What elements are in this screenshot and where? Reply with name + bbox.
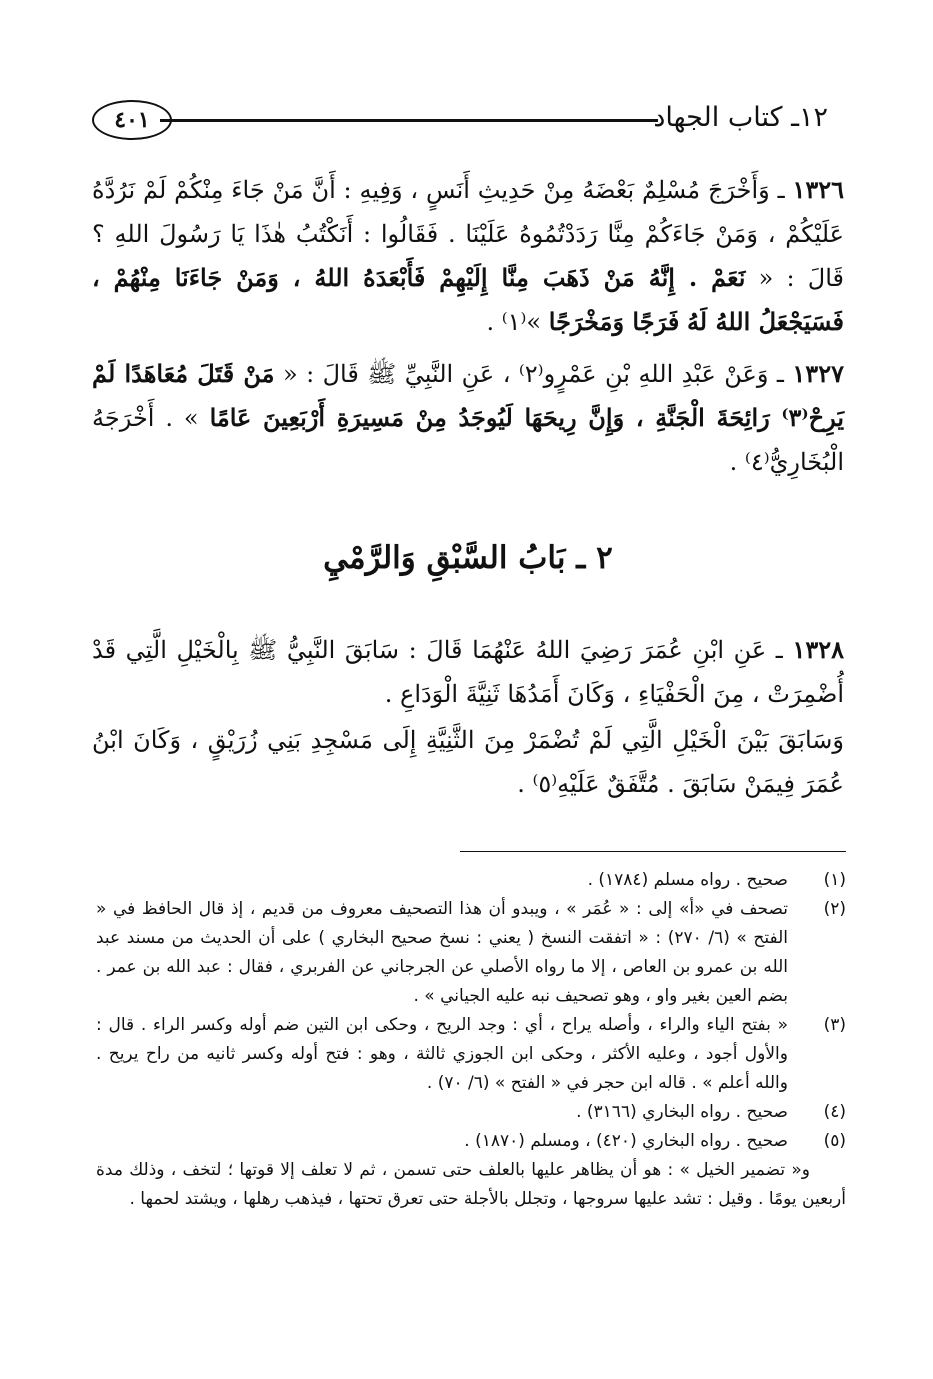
footnote-number: (٤) [823, 1102, 846, 1122]
footnote-item [96, 1127, 846, 1156]
footnote-text: صحيح . رواه مسلم (١٧٨٤) . [587, 870, 788, 890]
hadith-text-a: ـ وَعَنْ عَبْدِ اللهِ بْنِ عَمْرٍو⁽٢⁾ ، عَنِ النَّبِيِّ ﷺ قَالَ : « [282, 360, 784, 388]
footnote-note: و« تضمير الخيل » : هو أن يظاهر عليها بالعلف حتى تسمن ، ثم لا تعلف إلا قوتها ؛ لتخف ، وذلك مدة أربعين يومًا . وقيل : تشد عليها سروجها ، وتجلل بالأجلة حتى تعرق تحتها ، فيذهب رهلها ، ويشتد لحمها . [96, 1160, 846, 1209]
hadith-text-line1: ـ وَأَخْرَجَ مُسْلِمٌ بَعْضَهُ مِنْ حَدِيثِ أَنَسٍ ، وَفِيهِ : أَنَّ مَنْ جَاءَ مِنْكُمْ لَمْ [143, 176, 785, 204]
footnote-item [96, 1098, 846, 1127]
hadith-text-b: » . أَخْرَجَهُ الْبُخَارِيُّ⁽٤⁾ . [92, 404, 844, 476]
footnote-number: (١) [823, 870, 846, 890]
footnote-text: صحيح . رواه البخاري (٤٢٠) ، ومسلم (١٨٧٠) . [464, 1131, 788, 1151]
footnotes [96, 866, 846, 1214]
hadith-1327 [92, 352, 844, 484]
hadith-1326 [92, 168, 844, 344]
footnote-item [96, 1011, 846, 1098]
hadith-text-line2: نَرُدَّهُ عَلَيْكُمْ ، وَمَنْ جَاءَكُمْ مِنَّا رَدَدْتُمُوهُ عَلَيْنَا . فَقَالُوا : أَنَكْتُبُ هٰذَا يَا رَسُولَ اللهِ ؟ [92, 176, 844, 248]
hadith-quote-end: فَرَجًا وَمَخْرَجًا [548, 307, 680, 336]
footnote-number: (٥) [823, 1131, 846, 1151]
footnote-item [96, 866, 846, 895]
hadith-text-a: ـ عَنِ ابْنِ عُمَرَ رَضِيَ اللهُ عَنْهُمَا قَالَ : سَابَقَ النَّبِيُّ ﷺ بِالْخَيْلِ الَّتِي قَدْ أُضْمِرَتْ ، مِنَ الْحَفْيَاءِ ، وَكَانَ أَمَدُهَا ثَنِيَّةَ الْوَدَاعِ . [92, 636, 844, 708]
hadith-number: ١٣٢٨ [792, 635, 844, 664]
hadith-text-b: وَسَابَقَ بَيْنَ الْخَيْلِ الَّتِي لَمْ تُضْمَرْ مِنَ الثَّنِيَّةِ إِلَى مَسْجِدِ بَنِي زُرَيْقٍ ، وَكَانَ ابْنُ عُمَرَ فِيمَنْ سَابَقَ . مُتَّفَقٌ عَلَيْهِ⁽٥⁾ . [92, 726, 844, 798]
hadith-quote: نَعَمْ . إِنَّهُ مَنْ ذَهَبَ مِنَّا إِلَيْهِمْ فَأَبْعَدَهُ اللهُ ، وَمَنْ جَاءَنَا مِنْهُمْ ، فَسَيَجْعَلُ اللهُ لَهُ [92, 263, 844, 336]
footnote-item [96, 895, 846, 1011]
footnote-number: (٢) [823, 899, 846, 919]
hadith-number: ١٣٢٧ [792, 359, 844, 388]
hadith-1328 [92, 628, 844, 716]
header-rule [160, 119, 658, 122]
hadith-text-line3-prefix: قَالَ : « [758, 264, 845, 292]
footnote-text: صحيح . رواه البخاري (٣١٦٦) . [576, 1102, 788, 1122]
hadith-number: ١٣٢٦ [792, 175, 845, 204]
page-number-text: ٤٠١ [114, 107, 150, 133]
footnote-divider [460, 851, 846, 852]
page-header [88, 96, 848, 156]
hadith-1328-continued [92, 718, 844, 806]
hadith-text-line4-suffix: »⁽١⁾ . [486, 308, 542, 336]
chapter-title: ١٢ـ كتاب الجهاد [653, 102, 828, 133]
footnote-number: (٣) [823, 1015, 846, 1035]
footnote-text: تصحف في «أ» إلى : « عُمَر » ، ويبدو أن هذا التصحيف معروف من قديم ، إذ قال الحافظ في « الفتح » (٦/ ٢٧٠) : « اتفقت النسخ ( يعني : نسخ صحيح البخاري ) على أن الحديث من مسند عبد الله بن عمرو بن العاص ، إلا ما رواه الأصلي عن الجرجاني عن الفربري ، فقال : عبد الله بن عمر . بضم العين بغير واو ، وهو تصحيف نبه عليه الجياني » . [96, 899, 788, 1006]
page-number [92, 100, 172, 140]
section-heading: ٢ ـ بَابُ السَّبْقِ وَالرَّمْيِ [323, 540, 613, 576]
footnote-text: « بفتح الياء والراء ، وأصله يراح ، أي : وجد الريح ، وحكى ابن التين ضم أوله وكسر الراء . قال : والأول أجود ، وعليه الأكثر ، وحكى ابن الجوزي ثالثة ، وهو : فتح أوله وكسر ثانيه من راح يريح . والله أعلم » . قاله ابن حجر في « الفتح » (٦/ ٧٠) . [96, 1015, 788, 1093]
hadith-quote: مَنْ قَتَلَ مُعَاهَدًا لَمْ يَرِحْ⁽٣⁾ رَائِحَةَ الْجَنَّةِ ، وَإِنَّ رِيحَهَا لَيُوجَدُ مِنْ مَسِيرَةِ أَرْبَعِينَ عَامًا [92, 359, 844, 432]
